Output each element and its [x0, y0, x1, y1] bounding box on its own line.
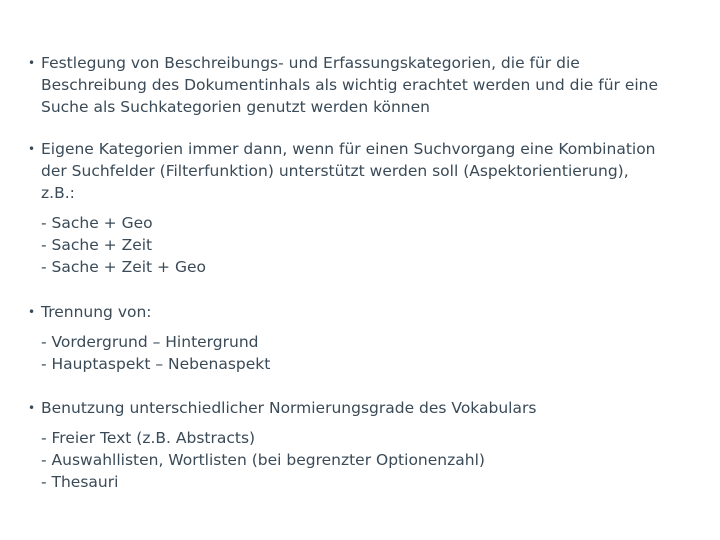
sub-list: [41, 212, 698, 278]
sub-list-item: - Sache + Zeit + Geo: [41, 258, 206, 276]
sub-list: [41, 331, 698, 375]
sub-list-item: - Sache + Zeit: [41, 236, 153, 254]
sub-list-item: - Vordergrund – Hintergrund: [41, 333, 259, 351]
sub-list-item: - Freier Text (z.B. Abstracts): [41, 429, 256, 447]
bullet-text: Eigene Kategorien immer dann, wenn für einen Suchvorgang eine Kombination der Suchfelder (Filterfunktion) unterstützt werden soll (Aspektorientierung), z.B.:: [41, 140, 656, 202]
bullet-text: Benutzung unterschiedlicher Normierungsgrade des Vokabulars: [41, 399, 537, 417]
bullet-item: [28, 138, 698, 278]
bullet-row: [28, 138, 698, 204]
bullet-row: [28, 52, 698, 118]
bullet-text: Festlegung von Beschreibungs- und Erfassungskategorien, die für die Beschreibung des Dokumentinhals als wichtig erachtet werden und die für eine Suche als Suchkategorien genutzt werden können: [41, 54, 659, 116]
bullet-text: Trennung von:: [41, 303, 152, 321]
sub-list-item: - Hauptaspekt – Nebenaspekt: [41, 355, 271, 373]
bullet-item: [28, 52, 698, 118]
bullet-dot-icon: •: [28, 305, 36, 319]
bullet-row: [28, 397, 698, 419]
bullet-dot-icon: •: [28, 401, 36, 415]
sub-list: [41, 427, 698, 493]
bullet-item: [28, 301, 698, 375]
bullet-row: [28, 301, 698, 323]
bullet-dot-icon: •: [28, 142, 36, 156]
sub-list-item: - Thesauri: [41, 473, 119, 491]
sub-list-item: - Sache + Geo: [41, 214, 153, 232]
bullet-dot-icon: •: [28, 56, 36, 70]
bullet-item: [28, 397, 698, 493]
sub-list-item: - Auswahllisten, Wortlisten (bei begrenzter Optionenzahl): [41, 451, 485, 469]
